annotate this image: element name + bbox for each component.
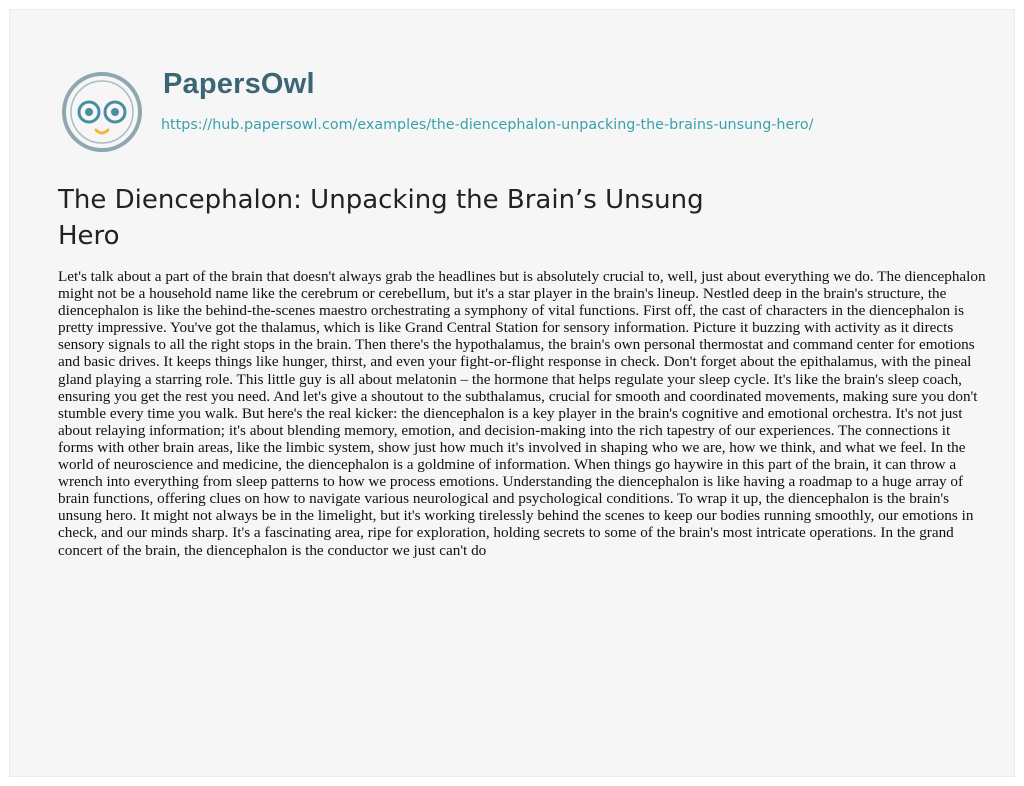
owl-eyes-icon	[60, 72, 144, 152]
brand-name: PapersOwl	[163, 68, 315, 100]
document-title: The Diencephalon: Unpacking the Brain’s Unsung Hero	[58, 185, 704, 251]
document-card	[9, 9, 1015, 777]
document-body: Let's talk about a part of the brain that doesn't always grab the headlines but is absolutely crucial to, well, just about everything we do. The diencephalon might not be a household name like the cerebrum or cerebellum, but it's a star player in the brain's lineup. Nestled deep in the brain's structure, the diencephalon is like the behind-the-scenes maestro orchestrating a symphony of vital functions. First off, the cast of characters in the diencephalon is pretty impressive. You've got the thalamus, which is like Grand Central Station for sensory information. Picture it buzzing with activity as it directs sensory signals to all the right stops in the brain. Then there's the hypothalamus, the brain's own personal thermostat and command center for emotions and basic drives. It keeps things like hunger, thirst, and even your fight-or-flight response in check. Don't forget about the epithalamus, with the pineal gland playing a starring role. This little guy is all about melatonin – the hormone that helps regulate your sleep cycle. It's like the brain's sleep coach, ensuring you get the rest you need. And let's give a shoutout to the subthalamus, crucial for smooth and coordinated movements, making sure you don't stumble every time you walk. But here's the real kicker: the diencephalon is a key player in the brain's cognitive and emotional orchestra. It's not just about relaying information; it's about blending memory, emotion, and decision-making into the rich tapestry of our experiences. The connections it forms with other brain areas, like the limbic system, show just how much it's involved in shaping who we are, how we think, and what we feel. In the world of neuroscience and medicine, the diencephalon is a goldmine of information. When things go haywire in this part of the brain, it can throw a wrench into everything from sleep patterns to how we process emotions. Understanding the diencephalon is like having a roadmap to a huge array of brain functions, offering clues on how to navigate various neurological and psychological conditions. To wrap it up, the diencephalon is the brain's unsung hero. It might not always be in the limelight, but it's working tirelessly behind the scenes to keep our bodies running smoothly, our emotions in check, and our minds sharp. It's a fascinating area, ripe for exploration, holding secrets to some of the brain's most intricate operations. In the grand concert of the brain, the diencephalon is the conductor we just can't do	[58, 268, 986, 559]
source-url-link[interactable]: https://hub.papersowl.com/examples/the-diencephalon-unpacking-the-brains-unsung-hero/	[161, 117, 814, 133]
